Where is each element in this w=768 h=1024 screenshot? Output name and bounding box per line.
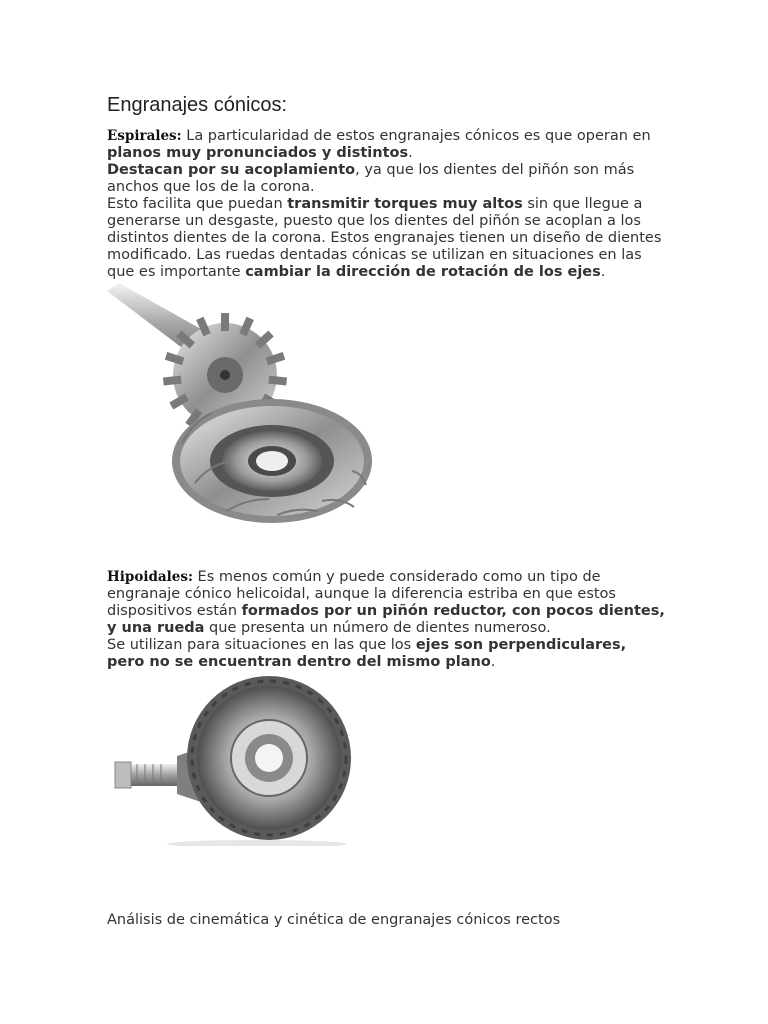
bold-run: Destacan por su acoplamiento [107,162,356,178]
text-run: Se utilizan para situaciones en las que los [107,637,416,653]
hipoidales-lead: Hipoidales: [107,569,193,585]
bold-run: transmitir torques muy altos [287,196,523,212]
hipoidales-paragraph [107,569,667,671]
bold-run: formados por un piñón reductor, con pocos dientes, y una rueda [107,603,665,636]
text-run: . [600,264,606,280]
hypoid-gear-image [107,676,357,846]
spiral-bevel-gear-image [107,283,387,545]
espirales-lead: Espirales: [107,128,182,144]
text-run: sin que llegue a generarse un desgaste, puesto que los dientes del piñón se acoplan a los distintos dientes de la corona. Estos engranajes tienen un diseño de dientes modificado. Las ruedas dentadas cónicas se utilizan en situaciones en las que es importante [107,196,662,280]
bold-run: ejes son perpendiculares, pero no se encuentran dentro del mismo plano [107,637,627,670]
section-heading-footer: Análisis de cinemática y cinética de engranajes cónicos rectos [107,912,561,928]
text-run: Esto facilita que puedan [107,196,288,212]
espirales-paragraph [107,128,667,281]
text-run: La particularidad de estos engranajes cónicos es que operan en [181,128,651,144]
page-title: Engranajes cónicos: [107,94,288,116]
text-run: . [408,145,413,161]
text-run: . [490,654,496,670]
bold-run: planos muy pronunciados y distintos [107,145,409,161]
bold-run: cambiar la dirección de rotación de los ejes [245,264,601,280]
text-run: , ya que los dientes del piñón son más anchos que los de la corona. [107,162,635,195]
text-run: que presenta un número de dientes numeroso. [204,620,551,636]
text-run: Es menos común y puede considerado como un tipo de engranaje cónico helicoidal, aunque la diferencia estriba en que estos dispositivos están [107,569,616,619]
